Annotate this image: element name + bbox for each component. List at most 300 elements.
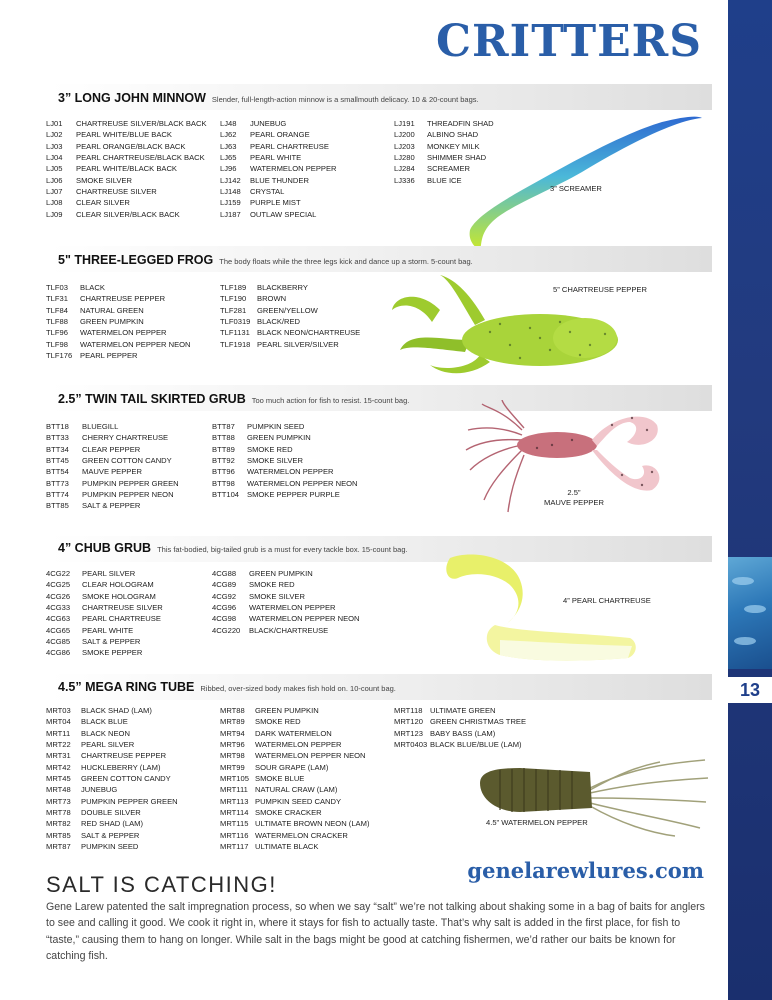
product-color-name: NATURAL CRAW (LAM) [255, 785, 338, 795]
product-color-name: HUCKLEBERRY (LAM) [81, 762, 161, 772]
product-color-name: CHARTREUSE PEPPER [80, 294, 166, 304]
product-row [46, 818, 178, 829]
product-color-name: CHERRY CHARTREUSE [82, 433, 169, 443]
product-row [212, 625, 360, 636]
product-color-name: BLACK BLUE/BLUE (LAM) [430, 740, 522, 750]
fish-silhouette [734, 637, 756, 645]
product-row [220, 750, 369, 761]
product-code: LJ284 [394, 164, 415, 174]
product-code: MRT120 [394, 717, 423, 727]
product-row [46, 784, 178, 795]
product-color-name: BLUEGILL [82, 422, 119, 431]
product-code: 4CG22 [46, 569, 71, 578]
product-code: 4CG88 [212, 569, 237, 578]
fish-silhouette [732, 577, 754, 585]
product-row [220, 796, 369, 807]
product-code: LJ200 [394, 130, 415, 140]
product-row [46, 197, 207, 208]
product-color-name: WATERMELON PEPPER [80, 328, 167, 338]
product-row [46, 163, 207, 174]
product-color-name: ULTIMATE GREEN [430, 706, 496, 715]
product-color-name: BROWN [257, 294, 287, 304]
product-code: LJ148 [220, 187, 241, 197]
page-sidebar [728, 0, 772, 1000]
product-color-name: MAUVE PEPPER [82, 467, 142, 477]
product-color-name: OUTLAW SPECIAL [250, 209, 317, 219]
product-row [46, 773, 178, 784]
product-color-name: GREEN COTTON CANDY [82, 456, 172, 466]
product-color-name: SMOKE PEPPER [82, 648, 143, 658]
product-code: 4CG65 [46, 625, 71, 635]
product-color-name: GREEN PUMPKIN [255, 706, 319, 715]
product-row [212, 568, 360, 579]
product-row [220, 129, 337, 140]
product-row [220, 716, 369, 727]
product-list-column [46, 282, 191, 361]
product-code: 4CG33 [46, 603, 71, 613]
product-code: MRT45 [46, 774, 71, 784]
product-row [212, 602, 360, 613]
product-row [220, 784, 369, 795]
product-row [46, 500, 179, 511]
product-color-name: GREEN PUMPKIN [249, 569, 313, 578]
product-color-name: WATERMELON PEPPER NEON [249, 614, 360, 624]
product-code: MRT88 [220, 706, 245, 715]
product-row [394, 739, 526, 750]
product-color-name: SMOKE RED [255, 717, 301, 727]
product-row [212, 455, 358, 466]
product-code: MRT118 [394, 706, 423, 715]
lure-caption: 5” CHARTREUSE PEPPER [553, 285, 647, 294]
product-code: 4CG25 [46, 580, 71, 590]
product-row [220, 293, 360, 304]
product-code: LJ65 [220, 153, 237, 163]
product-row [46, 591, 163, 602]
product-code: LJ08 [46, 198, 63, 208]
product-row [46, 444, 179, 455]
section-description: The body floats while the three legs kick and dance up a storm. 5-count bag. [219, 257, 473, 266]
product-code: LJ96 [220, 164, 237, 174]
product-row [220, 762, 369, 773]
product-color-name: ALBINO SHAD [427, 130, 479, 140]
product-color-name: SMOKE SILVER [247, 456, 303, 466]
product-code: BTT34 [46, 444, 69, 454]
product-code: LJ191 [394, 119, 415, 128]
product-code: TLF03 [46, 283, 68, 292]
product-code: BTT18 [46, 422, 69, 431]
product-code: MRT03 [46, 706, 71, 715]
product-row [46, 118, 207, 129]
product-list-column [220, 118, 337, 220]
product-code: LJ187 [220, 209, 241, 219]
fish-silhouette [744, 605, 766, 613]
product-code: TLF96 [46, 328, 68, 338]
product-color-name: GREEN PUMPKIN [247, 433, 311, 443]
product-color-name: PURPLE MIST [250, 198, 301, 208]
product-color-name: CHARTREUSE SILVER [76, 187, 157, 197]
product-code: MRT111 [220, 785, 248, 795]
product-color-name: SALT & PEPPER [81, 830, 140, 840]
product-color-name: BLUE ICE [427, 175, 462, 185]
product-color-name: PUMPKIN PEPPER GREEN [81, 796, 178, 806]
product-row [220, 118, 337, 129]
product-color-name: DARK WATERMELON [255, 728, 332, 738]
product-row [46, 129, 207, 140]
product-row [394, 728, 526, 739]
product-color-name: BLACK SHAD (LAM) [81, 706, 152, 715]
product-row [220, 305, 360, 316]
product-row [46, 613, 163, 624]
product-row [46, 830, 178, 841]
product-code: 4CG96 [212, 603, 237, 613]
product-list-column [46, 421, 179, 512]
product-color-name: JUNEBUG [250, 119, 287, 128]
product-row [46, 141, 207, 152]
product-code: LJ05 [46, 164, 63, 174]
product-color-name: PEARL PEPPER [80, 351, 138, 361]
product-color-name: WATERMELON PEPPER NEON [247, 478, 358, 488]
product-color-name: PEARL ORANGE [250, 130, 310, 140]
product-color-name: PEARL SILVER [81, 740, 135, 750]
product-row [46, 647, 163, 658]
product-code: TLF0319 [220, 317, 251, 327]
product-color-name: THREADFIN SHAD [427, 119, 494, 128]
product-color-name: BLACK BLUE [81, 717, 128, 727]
product-row [220, 705, 369, 716]
lure-caption: 2.5” MAUVE PEPPER [544, 488, 604, 507]
product-row [46, 327, 191, 338]
product-row [46, 602, 163, 613]
product-code: MRT78 [46, 808, 71, 818]
product-row [46, 841, 178, 852]
product-code: MRT99 [220, 762, 245, 772]
product-color-name: SMOKE PEPPER PURPLE [247, 490, 340, 500]
product-code: TLF190 [220, 294, 247, 304]
fish-photo [728, 557, 772, 669]
product-row [394, 716, 526, 727]
product-color-name: GREEN COTTON CANDY [81, 774, 171, 784]
section-title: 3” LONG JOHN MINNOW Slender, full-length-action minnow is a smallmouth delicacy. 10 & 20-count bags. [58, 91, 479, 105]
product-color-name: BLACK NEON [81, 728, 130, 738]
product-list-column [220, 705, 369, 852]
product-code: MRT123 [394, 728, 423, 738]
product-code: BTT85 [46, 501, 69, 511]
product-code: MRT105 [220, 774, 249, 784]
product-code: LJ159 [220, 198, 241, 208]
product-color-name: PEARL WHITE [82, 625, 134, 635]
product-code: BTT96 [212, 467, 235, 477]
product-color-name: BLACK/RED [257, 317, 301, 327]
product-row [46, 175, 207, 186]
product-code: BTT89 [212, 444, 235, 454]
lure-caption: 3” SCREAMER [550, 184, 602, 193]
product-code: MRT04 [46, 717, 71, 727]
product-row [220, 728, 369, 739]
product-row [46, 432, 179, 443]
product-color-name: CHARTREUSE PEPPER [81, 751, 167, 761]
product-code: MRT42 [46, 762, 71, 772]
product-code: BTT92 [212, 456, 235, 466]
section-description: Too much action for fish to resist. 15-count bag. [251, 396, 410, 405]
product-row [220, 282, 360, 293]
product-code: 4CG220 [212, 625, 241, 635]
product-code: LJ280 [394, 153, 415, 163]
product-row [220, 141, 337, 152]
product-row [220, 339, 360, 350]
product-code: TLF98 [46, 339, 68, 349]
product-color-name: GREEN PUMPKIN [80, 317, 144, 327]
product-row [46, 455, 179, 466]
product-row [46, 466, 179, 477]
section-title: 5" THREE-LEGGED FROG The body floats while the three legs kick and dance up a storm. 5-count bag. [58, 253, 473, 267]
product-code: 4CG26 [46, 591, 71, 601]
product-code: MRT96 [220, 740, 245, 750]
product-row [212, 613, 360, 624]
product-row [220, 197, 337, 208]
product-code: MRT22 [46, 740, 71, 750]
product-color-name: CHARTREUSE SILVER/BLACK BACK [76, 119, 207, 128]
product-code: MRT115 [220, 819, 249, 829]
product-color-name: SOUR GRAPE (LAM) [255, 762, 329, 772]
product-color-name: PEARL SILVER [82, 569, 136, 578]
product-color-name: WATERMELON PEPPER NEON [255, 751, 366, 761]
product-color-name: PEARL WHITE/BLACK BACK [76, 164, 177, 174]
product-list-column [46, 118, 207, 220]
product-code: BTT87 [212, 422, 235, 431]
chub-grub-image [440, 550, 640, 675]
product-row [46, 579, 163, 590]
product-color-name: PEARL WHITE/BLUE BACK [76, 130, 172, 140]
product-row [46, 762, 178, 773]
product-row [220, 739, 369, 750]
website-url[interactable]: genelarewlures.com [467, 858, 704, 883]
product-color-name: PUMPKIN PEPPER GREEN [82, 478, 179, 488]
product-row [46, 478, 179, 489]
product-code: TLF176 [46, 351, 73, 361]
product-color-name: GREEN CHRISTMAS TREE [430, 717, 527, 727]
product-color-name: ULTIMATE BLACK [255, 842, 319, 852]
product-color-name: WATERMELON CRACKER [255, 830, 348, 840]
product-color-name: WATERMELON PEPPER [249, 603, 336, 613]
product-code: LJ09 [46, 209, 63, 219]
product-code: MRT85 [46, 830, 71, 840]
product-code: MRT48 [46, 785, 71, 795]
product-color-name: SMOKE RED [249, 580, 295, 590]
product-list-column [46, 705, 178, 852]
lure-caption: 4” PEARL CHARTREUSE [563, 596, 651, 605]
product-color-name: PEARL CHARTREUSE/BLACK BACK [76, 153, 205, 163]
product-row [46, 568, 163, 579]
product-row [46, 282, 191, 293]
product-row [220, 841, 369, 852]
product-code: 4CG63 [46, 614, 71, 624]
product-list-column [394, 705, 526, 750]
product-code: 4CG98 [212, 614, 237, 624]
product-color-name: GREEN/YELLOW [257, 305, 318, 315]
product-color-name: CLEAR PEPPER [82, 444, 141, 454]
product-code: BTT88 [212, 433, 235, 443]
product-color-name: SMOKE SILVER [76, 175, 132, 185]
product-row [220, 830, 369, 841]
product-code: LJ62 [220, 130, 237, 140]
product-color-name: CLEAR SILVER/BLACK BACK [76, 209, 180, 219]
product-color-name: DOUBLE SILVER [81, 808, 141, 818]
product-code: TLF281 [220, 305, 247, 315]
product-code: LJ336 [394, 175, 415, 185]
product-code: MRT87 [46, 842, 71, 852]
product-row [46, 186, 207, 197]
product-row [46, 728, 178, 739]
product-row [220, 818, 369, 829]
product-code: 4CG89 [212, 580, 237, 590]
product-code: LJ06 [46, 175, 63, 185]
product-code: BTT54 [46, 467, 69, 477]
product-color-name: WATERMELON PEPPER [247, 467, 334, 477]
product-color-name: CHARTREUSE SILVER [82, 603, 163, 613]
product-list-column [46, 568, 163, 659]
product-code: BTT74 [46, 490, 69, 500]
product-color-name: PUMPKIN SEED CANDY [255, 796, 342, 806]
product-code: MRT89 [220, 717, 245, 727]
long-john-minnow-image [462, 112, 706, 252]
product-row [46, 489, 179, 500]
product-color-name: CLEAR HOLOGRAM [82, 580, 154, 590]
product-code: MRT98 [220, 751, 245, 761]
product-row [212, 421, 358, 432]
product-code: LJ63 [220, 141, 237, 151]
product-color-name: SMOKE HOLOGRAM [82, 591, 156, 601]
section-description: This fat-bodied, big-tailed grub is a must for every tackle box. 15-count bag. [157, 545, 408, 554]
product-row [46, 796, 178, 807]
product-code: 4CG92 [212, 591, 237, 601]
product-code: BTT73 [46, 478, 69, 488]
product-list-column [220, 282, 360, 350]
product-code: MRT73 [46, 796, 71, 806]
product-color-name: PUMPKIN SEED [81, 842, 139, 852]
product-color-name: RED SHAD (LAM) [81, 819, 144, 829]
product-row [46, 807, 178, 818]
product-code: 4CG85 [46, 637, 71, 647]
page-number: 13 [728, 677, 772, 703]
section-title: 4” CHUB GRUB This fat-bodied, big-tailed grub is a must for every tackle box. 15-count bag. [58, 541, 408, 555]
product-code: MRT114 [220, 808, 249, 818]
product-code: LJ07 [46, 187, 63, 197]
product-code: MRT31 [46, 751, 71, 761]
product-code: LJ142 [220, 175, 241, 185]
product-row [212, 466, 358, 477]
product-code: MRT117 [220, 842, 249, 852]
product-row [220, 773, 369, 784]
product-code: MRT11 [46, 728, 71, 738]
product-row [46, 209, 207, 220]
product-row [212, 432, 358, 443]
product-color-name: PEARL CHARTREUSE [250, 141, 329, 151]
page-title: CRITTERS [436, 16, 702, 67]
product-row [46, 316, 191, 327]
product-row [46, 739, 178, 750]
product-color-name: PUMPKIN PEPPER NEON [82, 490, 174, 500]
product-row [46, 625, 163, 636]
product-row [220, 163, 337, 174]
product-code: LJ203 [394, 141, 415, 151]
product-row [220, 316, 360, 327]
product-row [220, 327, 360, 338]
product-row [46, 293, 191, 304]
product-row [220, 209, 337, 220]
section-description: Ribbed, over-sized body makes fish hold on. 10-count bag. [200, 684, 396, 693]
product-color-name: ULTIMATE BROWN NEON (LAM) [255, 819, 370, 829]
product-color-name: JUNEBUG [81, 785, 118, 795]
product-color-name: SCREAMER [427, 164, 471, 174]
section-title: 4.5” MEGA RING TUBE Ribbed, over-sized body makes fish hold on. 10-count bag. [58, 680, 396, 694]
product-code: TLF1918 [220, 339, 251, 349]
product-color-name: SHIMMER SHAD [427, 153, 487, 163]
product-color-name: CRYSTAL [250, 187, 285, 197]
salt-paragraph: Gene Larew patented the salt impregnation process, so when we say “salt” we’re not talking about shaking some in a bag of baits for anglers to see and calling it good. We cook it right in, where it stays for fish to actually taste. That’s why salt is added in the first place, for fish to “taste,” causing them to hang on longer. While salt in the bags might be good at catching fishermen, we’d rather our baits be known for catching fish. [46, 901, 705, 963]
product-row [46, 705, 178, 716]
product-color-name: BLACKBERRY [257, 283, 308, 292]
product-row [220, 186, 337, 197]
product-color-name: WATERMELON PEPPER [250, 164, 337, 174]
product-list-column [212, 421, 358, 500]
product-code: BTT45 [46, 456, 69, 466]
product-color-name: SALT & PEPPER [82, 501, 141, 511]
product-color-name: PEARL CHARTREUSE [82, 614, 161, 624]
product-row [46, 421, 179, 432]
product-color-name: BABY BASS (LAM) [430, 728, 496, 738]
product-row [46, 305, 191, 316]
product-row [212, 591, 360, 602]
product-row [46, 339, 191, 350]
product-color-name: SALT & PEPPER [82, 637, 141, 647]
product-row [212, 478, 358, 489]
product-row [212, 489, 358, 500]
product-code: TLF1131 [220, 328, 250, 338]
product-code: 4CG86 [46, 648, 71, 658]
section-description: Slender, full-length-action minnow is a smallmouth delicacy. 10 & 20-count bags. [211, 95, 479, 104]
product-color-name: WATERMELON PEPPER [255, 740, 342, 750]
product-color-name: MONKEY MILK [427, 141, 480, 151]
product-row [220, 152, 337, 163]
product-code: LJ02 [46, 130, 63, 140]
product-color-name: BLUE THUNDER [250, 175, 309, 185]
product-color-name: BLACK NEON/CHARTREUSE [257, 328, 361, 338]
product-row [46, 716, 178, 727]
product-list-column [212, 568, 360, 636]
product-color-name: SMOKE CRACKER [255, 808, 322, 818]
product-row [212, 579, 360, 590]
product-row [394, 705, 526, 716]
product-color-name: SMOKE SILVER [249, 591, 305, 601]
product-color-name: PEARL WHITE [250, 153, 302, 163]
product-code: BTT98 [212, 478, 235, 488]
product-code: MRT82 [46, 819, 71, 829]
product-code: LJ01 [46, 119, 63, 128]
product-code: TLF88 [46, 317, 68, 327]
product-code: LJ03 [46, 141, 63, 151]
lure-caption: 4.5” WATERMELON PEPPER [486, 818, 588, 827]
product-color-name: BLACK/CHARTREUSE [249, 625, 329, 635]
section-title: 2.5” TWIN TAIL SKIRTED GRUB Too much action for fish to resist. 15-count bag. [58, 392, 410, 406]
product-row [46, 636, 163, 647]
salt-heading: SALT IS CATCHING! [46, 872, 277, 897]
product-code: TLF31 [46, 294, 68, 304]
product-color-name: PEARL ORANGE/BLACK BACK [76, 141, 186, 151]
product-code: MRT116 [220, 830, 249, 840]
product-row [46, 152, 207, 163]
product-row [220, 175, 337, 186]
product-color-name: SMOKE BLUE [255, 774, 305, 784]
